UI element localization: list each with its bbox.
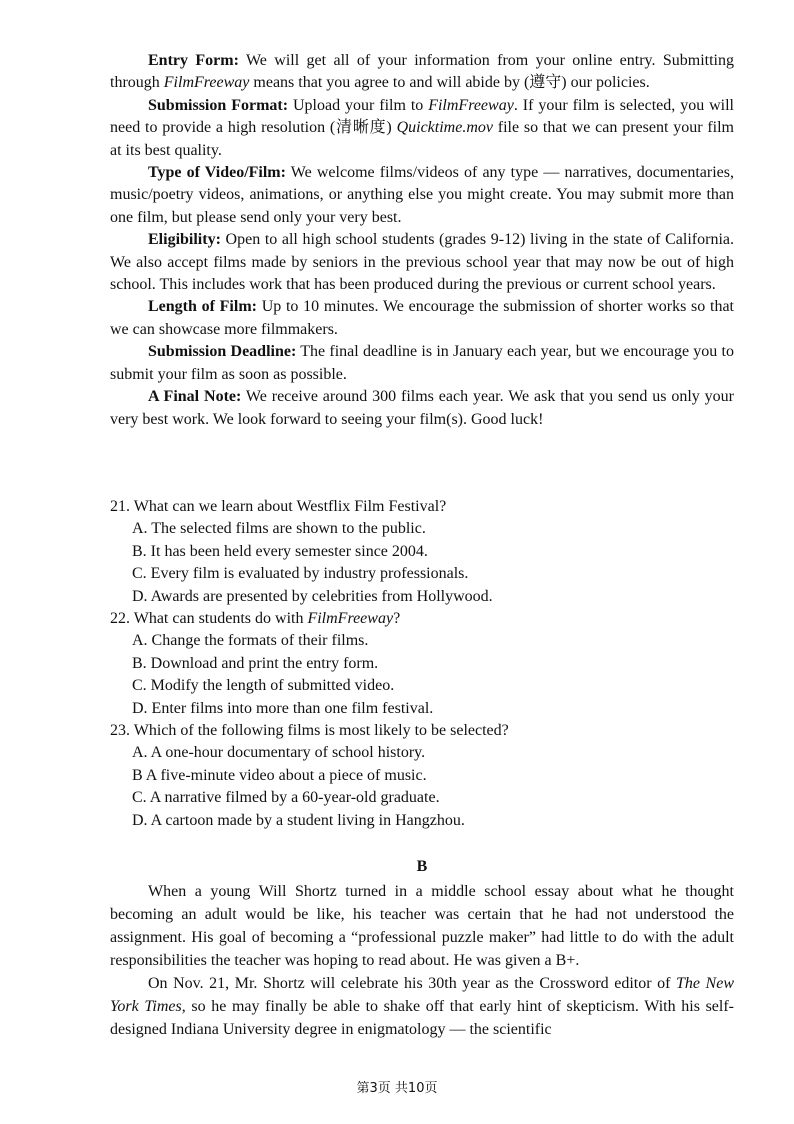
option-c: C. A narrative filmed by a 60-year-old graduate. xyxy=(132,789,440,807)
contest-rules xyxy=(110,50,734,431)
section-heading: B xyxy=(416,858,428,875)
passage-paragraph: On Nov. 21, Mr. Shortz will celebrate his 30th year as the Crossword editor of The New York Times, so he may finally be able to shake off that early hint of skepticism. With his self-designed Indiana University degree in enigmatology — the scientific xyxy=(110,975,735,1038)
rule-type-of-film: Type of Video/Film: We welcome films/videos of any type — narratives, documentaries, music/poetry videos, animations, or anything else you might create. You may submit more than one film, but please send only your very best. xyxy=(110,164,735,226)
rule-entry-form: Entry Form: We will get all of your information from your online entry. Submitting through FilmFreeway means that you agree to and will abide by (遵守) our policies. xyxy=(110,52,735,92)
option-c: C. Every film is evaluated by industry professionals. xyxy=(132,565,469,583)
rule-submission-deadline: Submission Deadline: The final deadline is in January each year, but we encourage you to submit your film as soon as possible. xyxy=(110,343,734,383)
question-stem: 22. What can students do with FilmFreeway? xyxy=(110,610,401,628)
option-a: A. A one-hour documentary of school history. xyxy=(132,744,426,762)
option-d: D. Enter films into more than one film festival. xyxy=(132,699,434,717)
option-b: B. It has been held every semester since 2004. xyxy=(132,542,428,560)
question-23 xyxy=(110,720,734,832)
option-b: B. Download and print the entry form. xyxy=(132,654,379,672)
rule-final-note: A Final Note: We receive around 300 films each year. We ask that you send us only your very best work. We look forward to seeing your film(s). Good luck! xyxy=(110,388,734,428)
option-b: B A five-minute video about a piece of music. xyxy=(132,766,427,784)
question-22 xyxy=(110,608,734,720)
rule-length-of-film: Length of Film: Up to 10 minutes. We encourage the submission of shorter works so that we can showcase more filmmakers. xyxy=(110,298,734,338)
question-stem: 23. Which of the following films is most likely to be selected? xyxy=(110,722,509,740)
rule-submission-format: Submission Format: Upload your film to FilmFreeway. If your film is selected, you will need to provide a high resolution (清晰度) Quicktime.mov file so that we can present your film at its best quality. xyxy=(110,96,734,159)
option-d: D. A cartoon made by a student living in Hangzhou. xyxy=(132,811,465,829)
rule-eligibility: Eligibility: Open to all high school students (grades 9-12) living in the state of California. We also accept films made by seniors in the previous school year that may now be out of high school. This includes work that has been produced during the previous or current school years. xyxy=(110,231,734,294)
option-a: A. The selected films are shown to the public. xyxy=(132,520,426,538)
option-d: D. Awards are presented by celebrities from Hollywood. xyxy=(132,587,493,605)
question-21 xyxy=(110,496,734,608)
question-list xyxy=(110,496,734,832)
question-stem: 21. What can we learn about Westflix Film Festival? xyxy=(110,498,447,515)
page-number: 第3页 共10页 xyxy=(356,1081,438,1096)
passage-paragraph: When a young Will Shortz turned in a middle school essay about what he thought becoming an adult would be like, his teacher was certain that he had not understood the assignment. His goal of becoming a “professional puzzle maker” had little to do with the adult responsibilities the teacher was hoping to read about. He was given a B+. xyxy=(110,883,734,969)
option-a: A. Change the formats of their films. xyxy=(132,632,369,650)
passage-b xyxy=(110,855,734,1041)
option-c: C. Modify the length of submitted video. xyxy=(132,677,395,695)
